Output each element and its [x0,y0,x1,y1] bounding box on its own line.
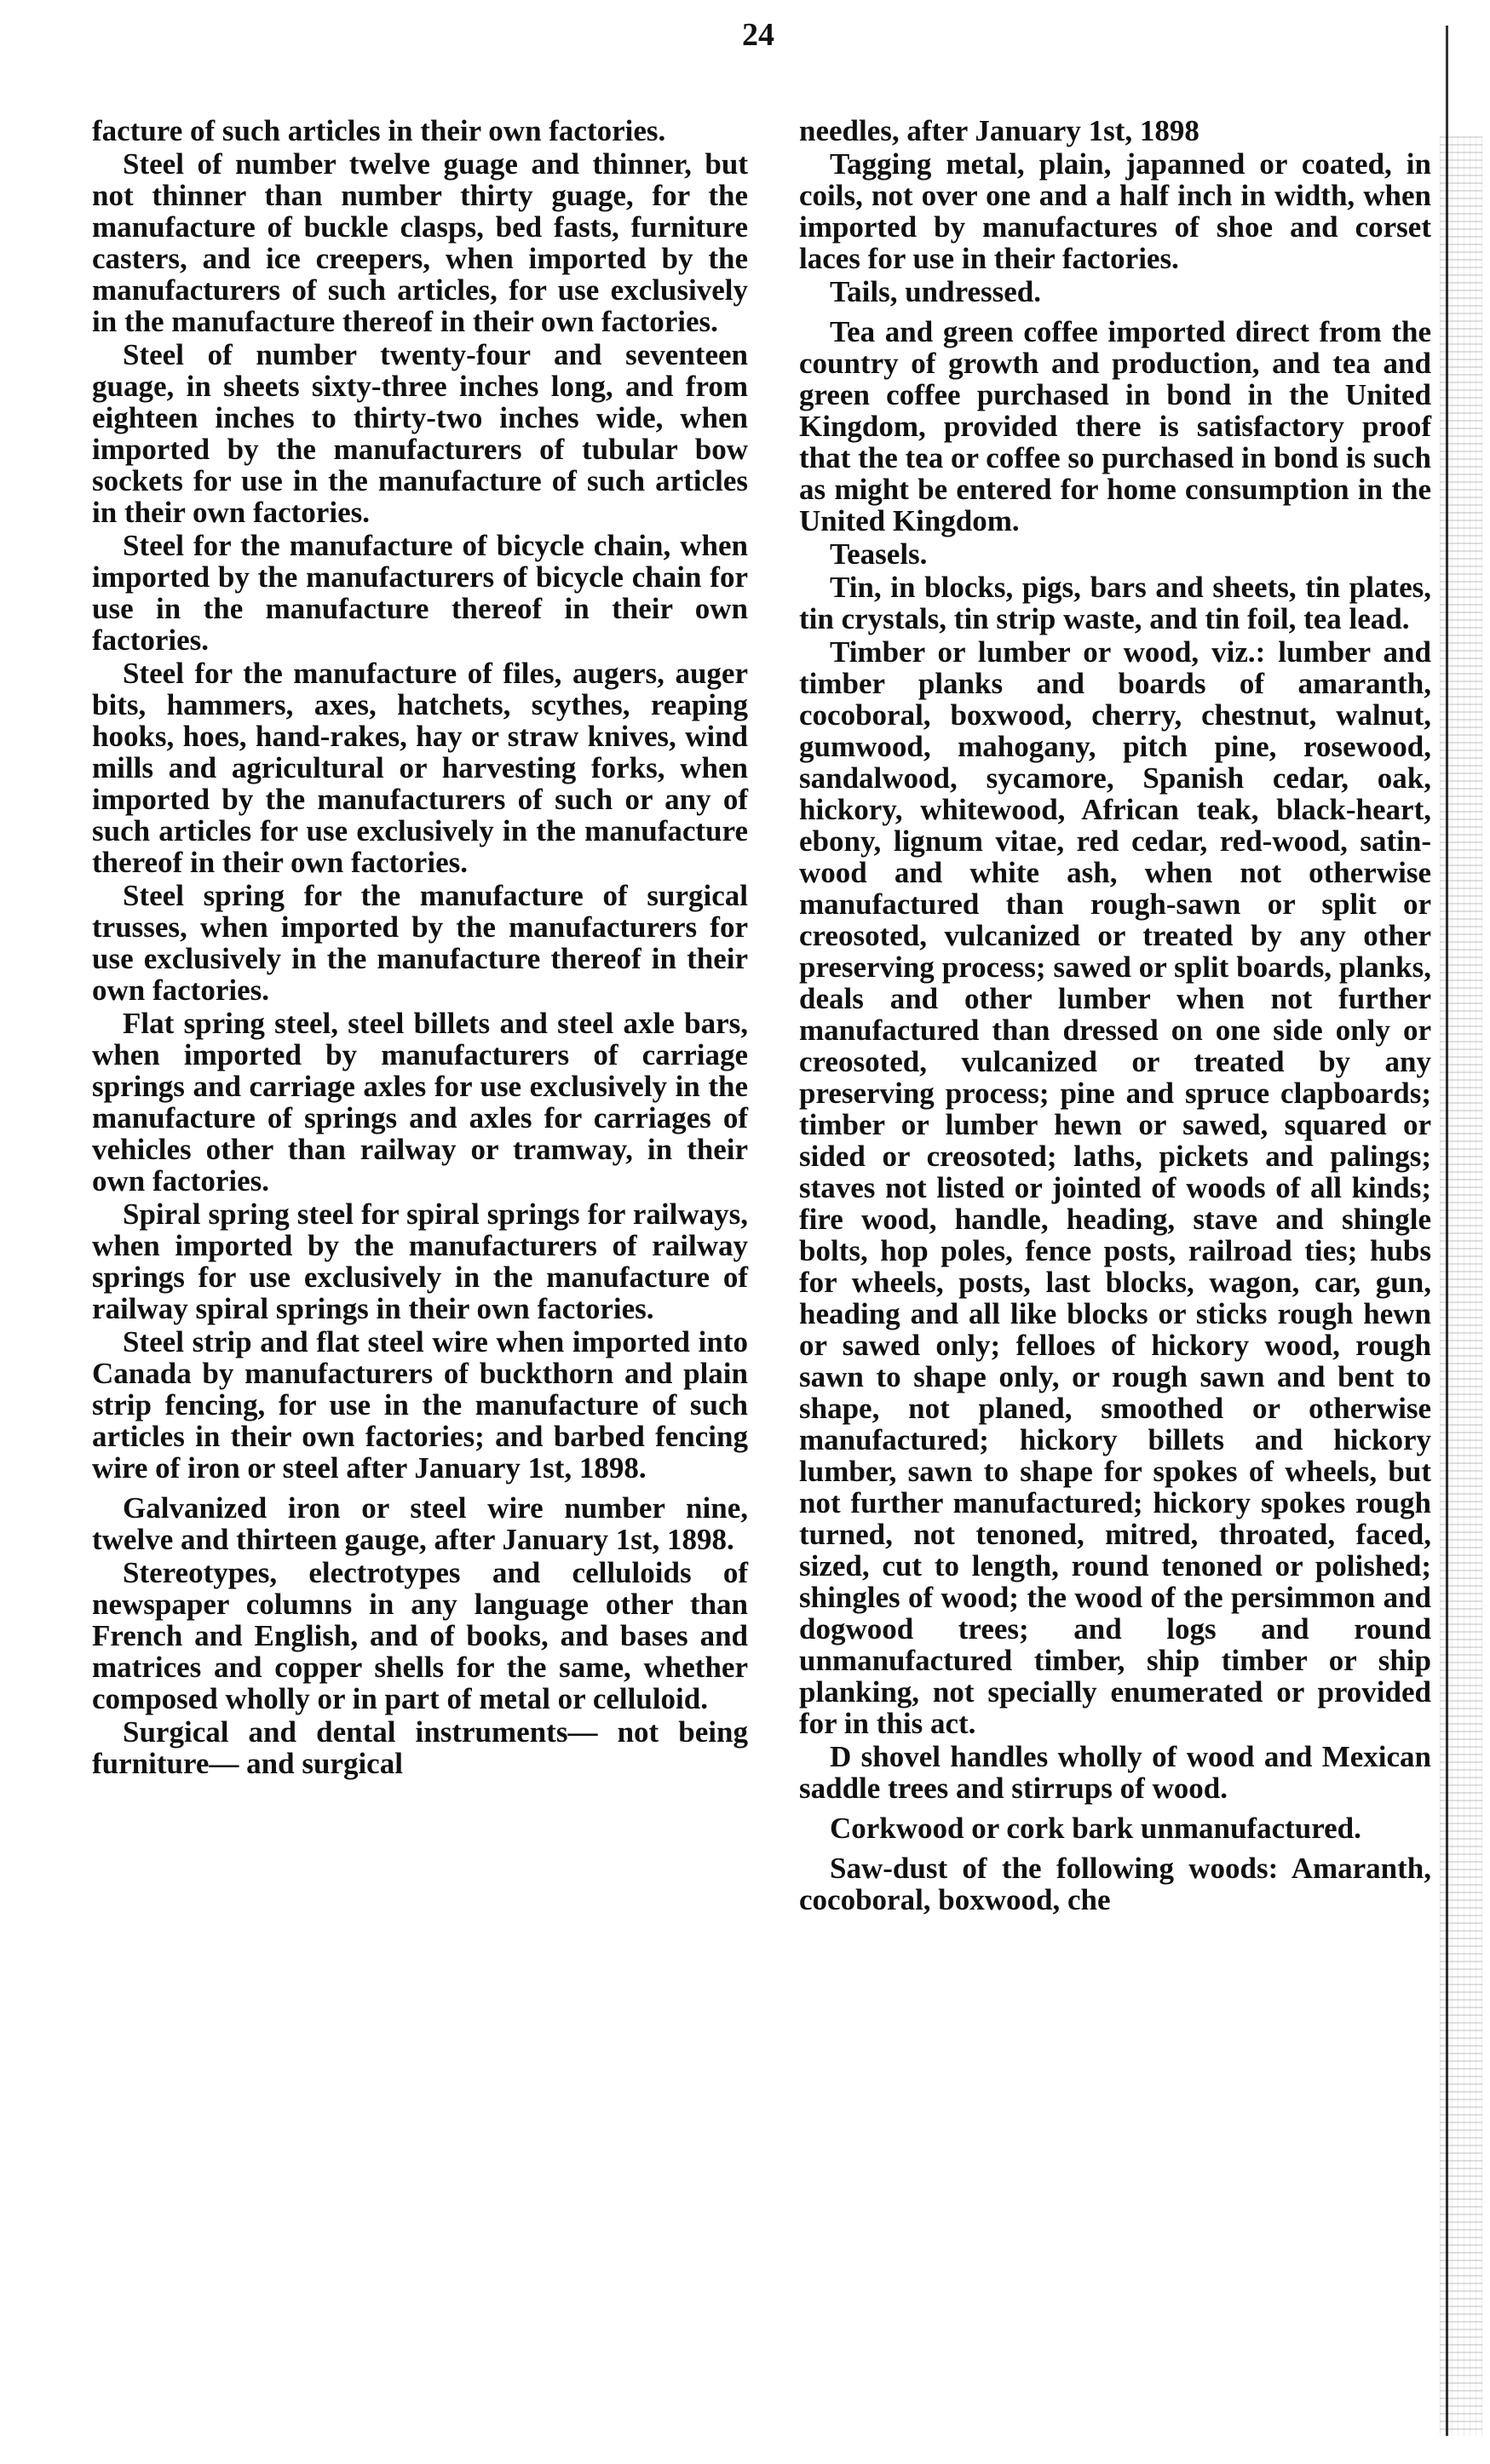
right-column [799,115,1431,1917]
paragraph: Galvanized iron or steel wire number nine, twelve and thirteen gauge, after January 1st, 1898. [92,1491,748,1556]
left-column [92,115,748,1781]
paragraph: facture of such articles in their own factories. [92,114,666,147]
paragraph: Tagging metal, plain, japanned or coated, in coils, not over one and a half inch in width, when imported by manufactures of shoe and corset laces for use in their factories. [799,147,1431,275]
paragraph: Teasels. [830,537,928,571]
paragraph: Flat spring steel, steel billets and steel axle bars, when imported by manufacturers of carriage springs and carriage axles for use exclusively in the manufacture of springs and axles for carriages of vehicles other than railway or tramway, in their own factories. [92,1007,748,1198]
paragraph: Steel of number twenty-four and seventeen guage, in sheets sixty-three inches long, and from eighteen inches to thirty-two inches wide, when imported by the manufacturers of tubular bow sockets for use in the manufacture of such articles in their own factories. [92,338,748,529]
paragraph: Timber or lumber or wood, viz.: lumber and timber planks and boards of amaranth, cocoboral, boxwood, cherry, chestnut, walnut, gumwood, mahogany, pitch pine, rosewood, sandalwood, sycamore, Spanish cedar, oak, hickory, whitewood, African teak, black-heart, ebony, lignum vitae, red cedar, red-wood, satin-wood and white ash, when not otherwise manufactured than rough-sawn or split or creosoted, vulcanized or treated by any other preserving process; sawed or split boards, planks, deals and other lumber when not further manufactured than dressed on one side only or creosoted, vulcanized or treated by any preserving process; pine and spruce clapboards; timber or lumber hewn or sawed, squared or sided or creosoted; laths, pickets and palings; staves not listed or jointed of woods of all kinds; fire wood, handle, heading, stave and shingle bolts, hop poles, fence posts, railroad ties; hubs for wheels, posts, last blocks, wagon, car, gun, heading and all like blocks or sticks rough hewn or sawed only; felloes of hickory wood, rough sawn to shape only, or rough sawn and bent to shape, not planed, smoothed or otherwise manufactured; hickory billets and hickory lumber, sawn to shape for spokes of wheels, but not further manufactured; hickory spokes rough turned, not tenoned, mitred, throated, faced, sized, cut to length, round tenoned or polished; shingles of wood; the wood of the persimmon and dogwood trees; and logs and round unmanufactured timber, ship timber or ship planking, not specially enumerated or provided for in this act. [799,635,1431,1740]
paragraph: needles, after January 1st, 1898 [799,114,1199,147]
paragraph: Tin, in blocks, pigs, bars and sheets, tin plates, tin crystals, tin strip waste, and tin foil, tea lead. [799,571,1431,635]
paragraph: Tails, undressed. [830,275,1042,308]
paragraph: Steel of number twelve guage and thinner, but not thinner than number thirty guage, for the manufacture of buckle clasps, bed fasts, furniture casters, and ice creepers, when imported by the manufacturers of such articles, for use exclusively in the manufacture thereof in their own factories. [92,147,748,338]
paragraph: Tea and green coffee imported direct from the country of growth and production, and tea and green coffee purchased in bond in the United Kingdom, provided there is satisfactory proof that the tea or coffee so purchased in bond is such as might be entered for home consumption in the United Kingdom. [799,315,1431,537]
paragraph: Surgical and dental instruments— not being furniture— and surgical [92,1715,748,1780]
paragraph: Steel spring for the manufacture of surgical trusses, when imported by the manufacturers for use exclusively in the manufacture thereof in their own factories. [92,879,748,1007]
paragraph: Corkwood or cork bark unmanufactured. [830,1812,1361,1845]
paragraph: Spiral spring steel for spiral springs for railways, when imported by the manufacturers of railway springs for use exclusively in the manufacture of railway spiral springs in their own factories. [92,1198,748,1325]
paragraph: Steel for the manufacture of bicycle chain, when imported by the manufacturers of bicycle chain for use in the manufacture thereof in their own factories. [92,529,748,657]
paragraph: D shovel handles wholly of wood and Mexican saddle trees and stirrups of wood. [799,1740,1431,1805]
paragraph: Steel for the manufacture of files, augers, auger bits, hammers, axes, hatchets, scythes, reaping hooks, hoes, hand-rakes, hay or straw knives, wind mills and agricultural or harvesting forks, when imported by the manufacturers of such or any of such articles for use exclusively in the manufacture thereof in their own factories. [92,657,748,879]
paragraph: Saw-dust of the following woods: Amaranth, cocoboral, boxwood, che [799,1852,1431,1916]
paragraph: Steel strip and flat steel wire when imported into Canada by manufacturers of buckthorn and plain strip fencing, for use in the manufacture of such articles in their own factories; and barbed fencing wire of iron or steel after January 1st, 1898. [92,1325,748,1485]
paragraph: Stereotypes, electrotypes and celluloids of newspaper columns in any language other than French and English, and of books, and bases and matrices and copper shells for the same, whether composed wholly or in part of metal or celluloid. [92,1556,748,1715]
page-number: 24 [742,17,774,53]
scan-edge-noise [1440,136,1482,2436]
